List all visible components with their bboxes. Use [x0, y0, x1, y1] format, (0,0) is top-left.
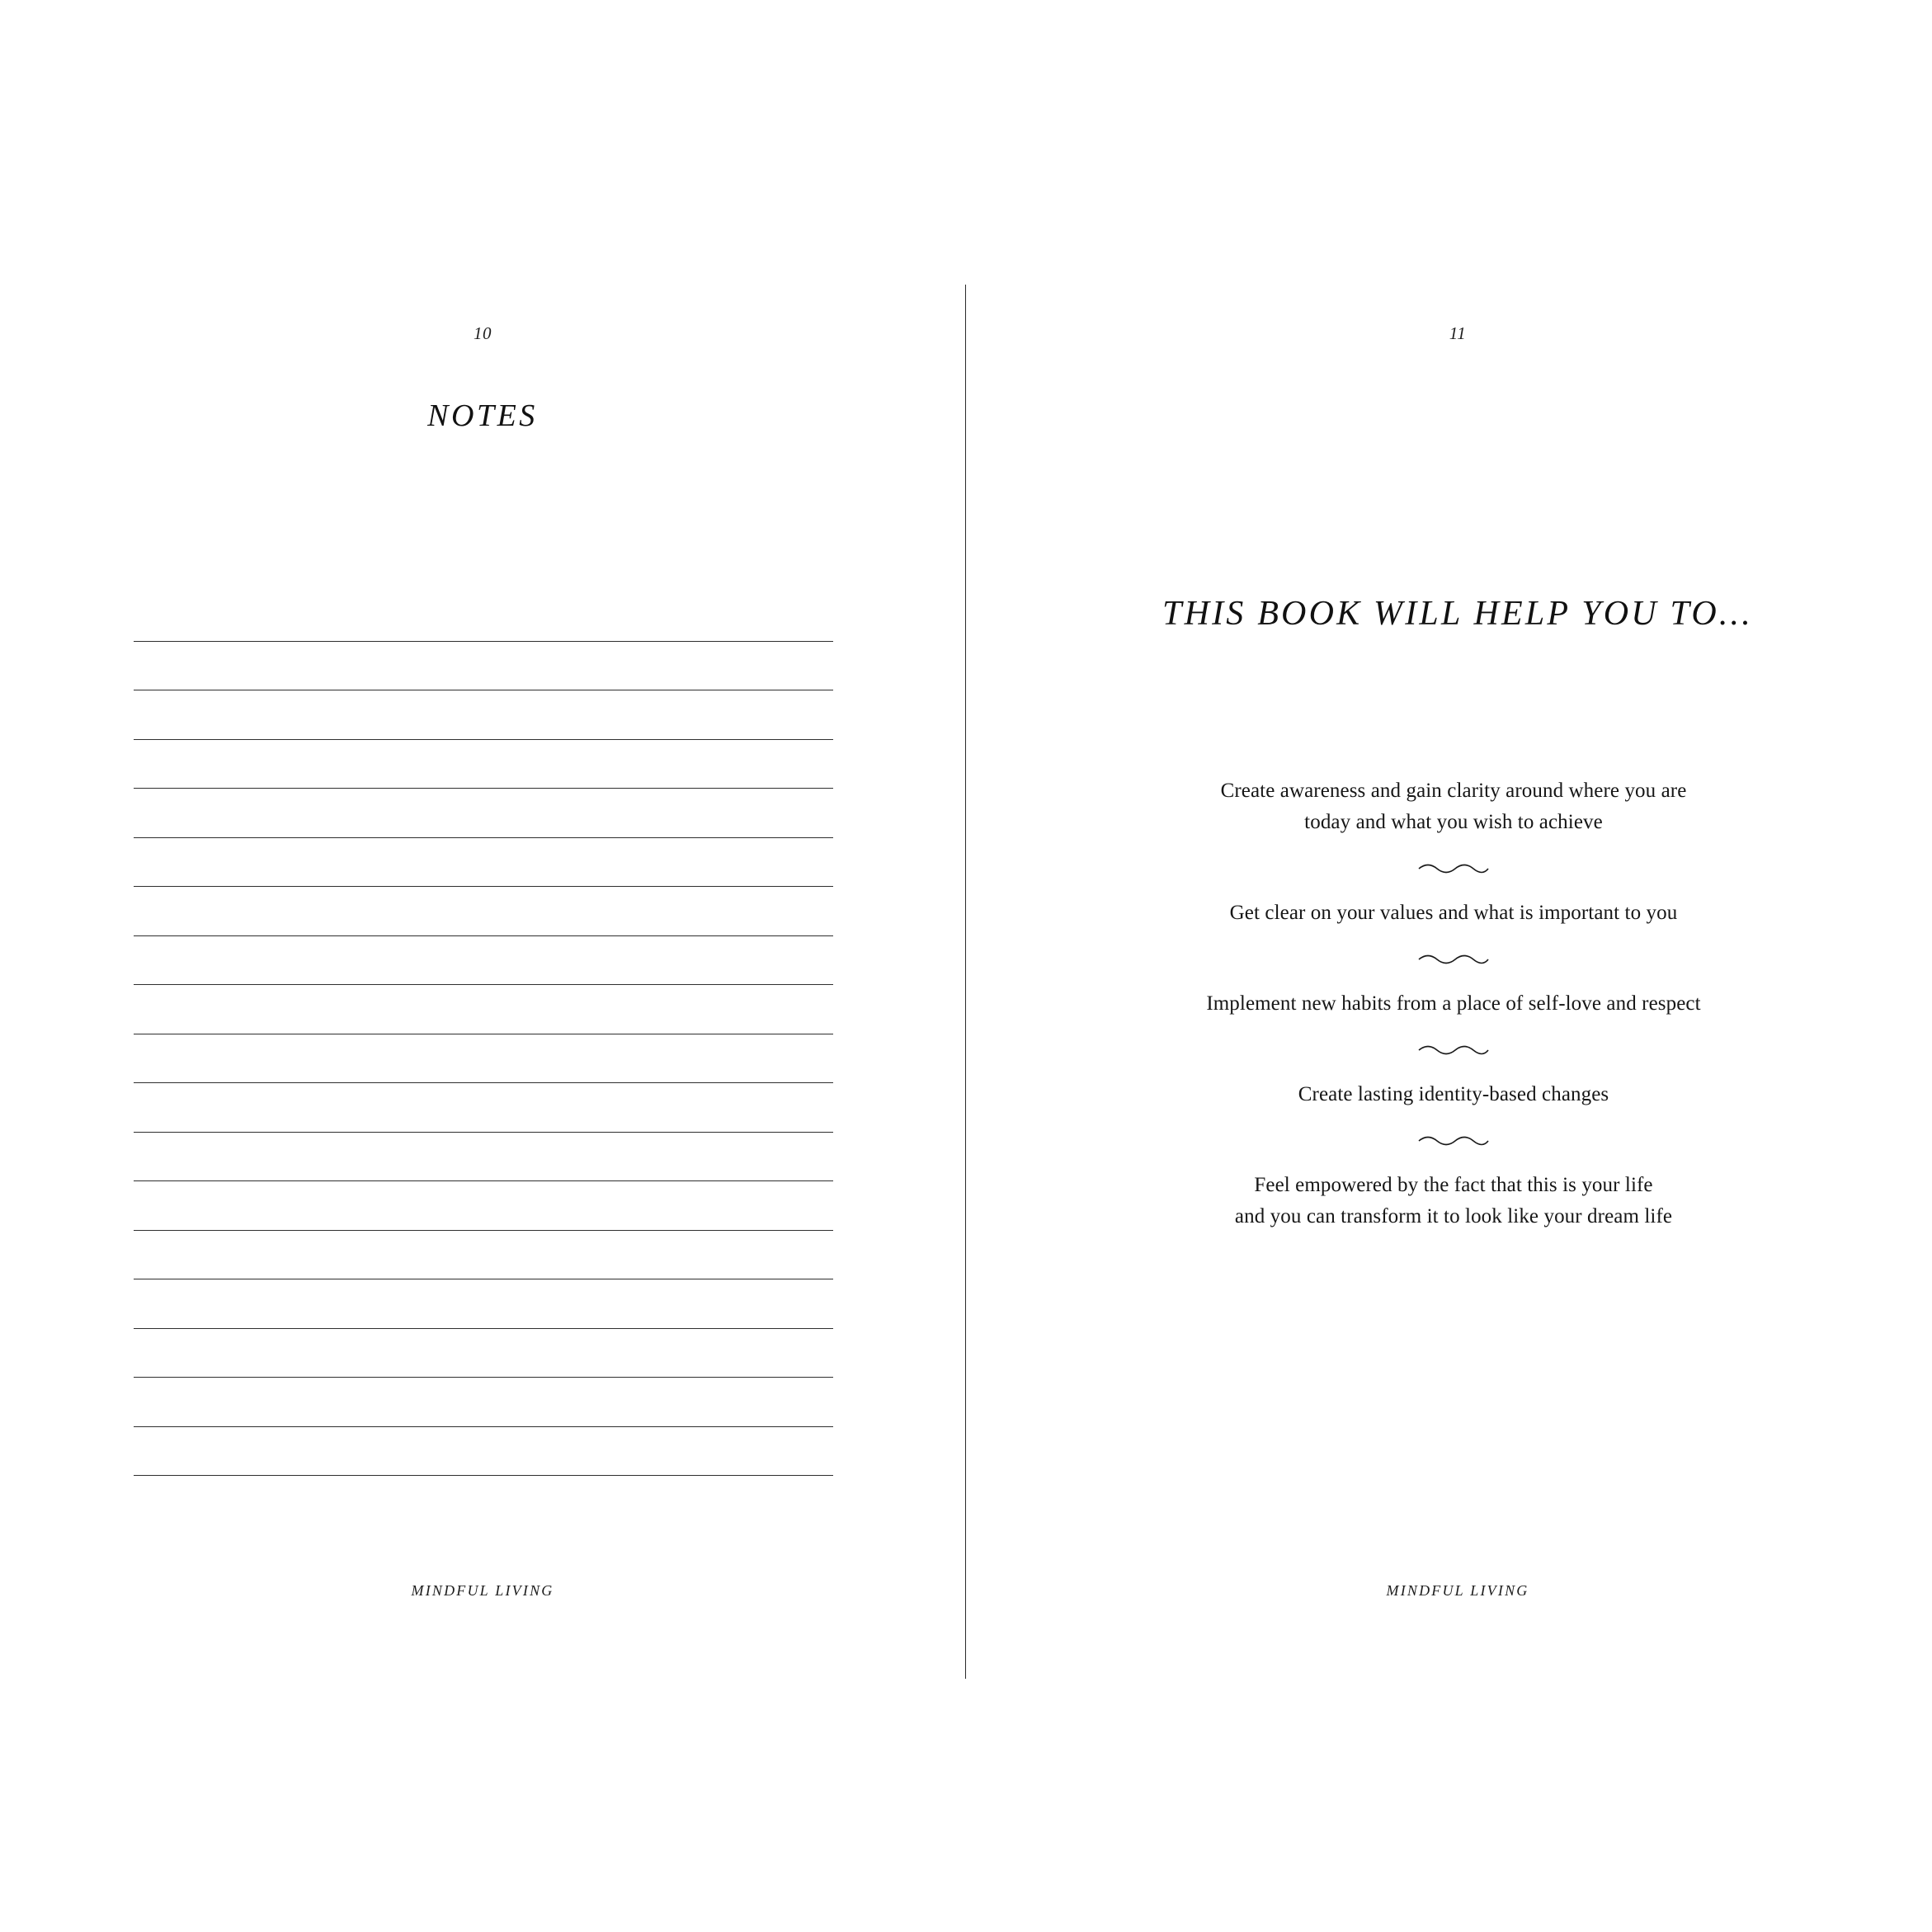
rule-line[interactable] — [134, 936, 833, 986]
page-title-help-you-to: THIS BOOK WILL HELP YOU TO... — [1162, 595, 1753, 633]
list-item — [975, 898, 1932, 929]
benefit-text: today and what you wish to achieve — [1304, 811, 1603, 833]
wave-divider-icon — [975, 1110, 1932, 1170]
rule-line[interactable] — [134, 1231, 833, 1280]
rule-line[interactable] — [134, 1427, 833, 1477]
rule-line[interactable] — [134, 789, 833, 838]
rule-line[interactable] — [134, 838, 833, 888]
rule-line[interactable] — [134, 1034, 833, 1084]
benefits-list — [967, 775, 1932, 1232]
page-number-left: 10 — [474, 323, 492, 343]
wave-divider-icon — [975, 838, 1932, 898]
notes-ruled-area[interactable] — [134, 592, 833, 1476]
rule-line[interactable] — [134, 1181, 833, 1231]
list-item — [975, 775, 1932, 838]
rule-line[interactable] — [134, 1133, 833, 1182]
list-item — [975, 988, 1932, 1020]
benefit-text: Get clear on your values and what is important to you — [1229, 902, 1678, 924]
right-page — [967, 0, 1932, 1932]
list-item — [975, 1079, 1932, 1110]
rule-line[interactable] — [134, 592, 833, 642]
benefit-text: and you can transform it to look like your dream life — [1234, 1205, 1673, 1228]
page-title-notes: NOTES — [427, 398, 538, 433]
gutter-divider — [965, 285, 966, 1679]
rule-line[interactable] — [134, 887, 833, 936]
rule-line[interactable] — [134, 985, 833, 1034]
list-item — [975, 1170, 1932, 1232]
rule-line[interactable] — [134, 740, 833, 789]
rule-line[interactable] — [134, 1083, 833, 1133]
running-footer-left: MINDFUL LIVING — [411, 1582, 554, 1599]
benefit-text: Create awareness and gain clarity around where you are — [1220, 780, 1687, 802]
benefit-text: Implement new habits from a place of self-love and respect — [1206, 992, 1701, 1015]
wave-divider-icon — [975, 929, 1932, 988]
left-page — [0, 0, 965, 1932]
rule-line[interactable] — [134, 690, 833, 740]
wave-divider-icon — [975, 1020, 1932, 1079]
page-number-right: 11 — [1449, 323, 1467, 343]
running-footer-right: MINDFUL LIVING — [1386, 1582, 1529, 1599]
benefit-text: Feel empowered by the fact that this is your life — [1254, 1174, 1653, 1196]
rule-line[interactable] — [134, 1329, 833, 1378]
benefit-text: Create lasting identity-based changes — [1298, 1083, 1609, 1105]
rule-line[interactable] — [134, 642, 833, 691]
rule-line[interactable] — [134, 1378, 833, 1427]
rule-line[interactable] — [134, 1279, 833, 1329]
